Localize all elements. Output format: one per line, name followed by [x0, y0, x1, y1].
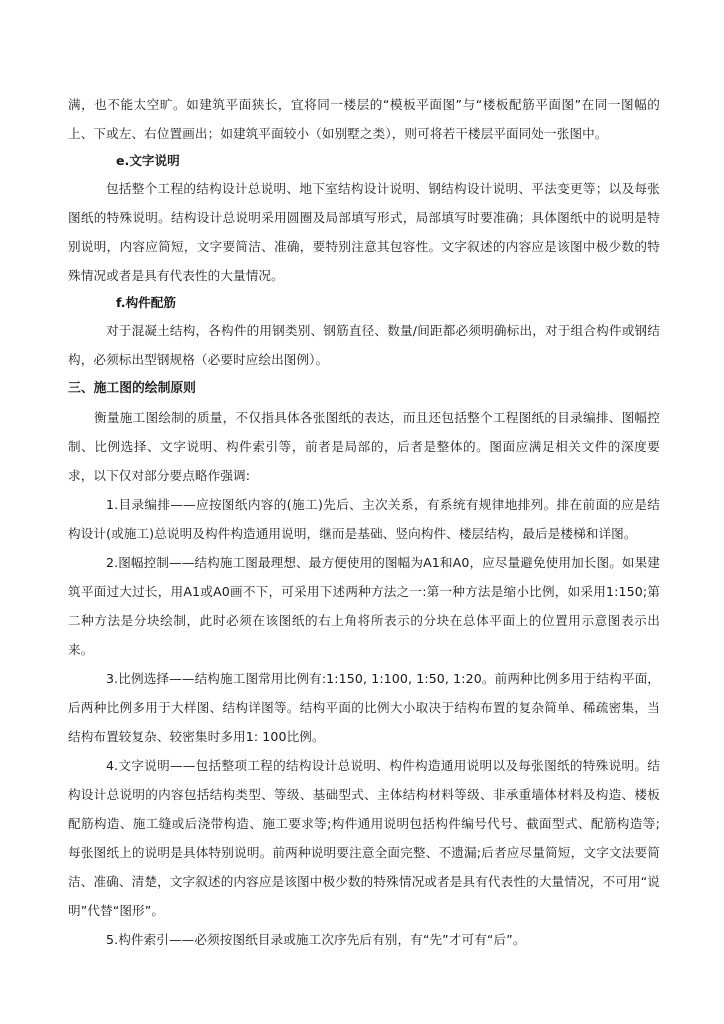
drawing-principles-paragraph: 衡量施工图绘制的质量，不仅指具体各张图纸的表达，而且还包括整个工程图纸的目录编排、图幅控制、比例选择、文字说明、构件索引等，前者是局部的，后者是整体的。图面应满足相关文件的深度要求，以下仅对部分要点略作强调:	[68, 410, 660, 483]
heading-text-description: e.文字说明	[116, 153, 180, 168]
intro-paragraph: 满，也不能太空旷。如建筑平面狭长，宜将同一楼层的“模板平面图”与“楼板配筋平面图”在同一图幅的上、下或左、右位置画出；如建筑平面较小（如别墅之类），则可将若干楼层平面同处一张图中。	[68, 97, 660, 141]
heading-member-reinforcement: f.构件配筋	[116, 295, 176, 310]
list-item-catalog: 1.目录编排——应按图纸内容的(施工)先后、主次关系，有系统有规律地排列。排在前面的应是结构设计(或施工)总说明及构件构造通用说明，继而是基础、竖向构件、楼层结构，最后是楼梯和详图。	[68, 497, 660, 541]
text-description-paragraph: 包括整个工程的结构设计总说明、地下室结构设计说明、钢结构设计说明、平法变更等；以及每张图纸的特殊说明。结构设计总说明采用圆圈及局部填写形式，局部填写时要准确；具体图纸中的说明是特别说明，内容应简短，文字要简洁、准确，要特别注意其包容性。文字叙述的内容应是该图中极少数的特殊情况或者是具有代表性的大量情况。	[68, 181, 660, 283]
list-item-sheet-size: 2.图幅控制——结构施工图最理想、最方便使用的图幅为A1和A0，应尽量避免使用加长图。如果建筑平面过大过长，用A1或A0画不下，可采用下述两种方法之一:第一种方法是缩小比例，如采用1:150;第二种方法是分块绘制，此时必须在该图纸的右上角将所表示的分块在总体平面上的位置用示意图表示出来。	[68, 555, 660, 657]
section-heading-drawing-principles: 三、施工图的绘制原则	[68, 381, 196, 396]
list-item-text-notes: 4.文字说明——包括整项工程的结构设计总说明、构件构造通用说明以及每张图纸的特殊说明。结构设计总说明的内容包括结构类型、等级、基础型式、主体结构材料等级、非承重墙体材料及构造、楼板配筋构造、施工缝或后浇带构造、施工要求等;构件通用说明包括构件编号代号、截面型式、配筋构造等;每张图纸上的说明是具体特别说明。前两种说明要注意全面完整、不遗漏;后者应尽量简短，文字文法要简洁、准确、清楚，文字叙述的内容应是该图中极少数的特殊情况或者是具有代表性的大量情况，不可用“说明”代替“图形”。	[68, 758, 660, 918]
list-item-scale: 3.比例选择——结构施工图常用比例有:1:150, 1:100, 1:50, 1:20。前两种比例多用于结构平面，后两种比例多用于大样图、结构详图等。结构平面的比例大小取决于结构布置的复杂简单、稀疏密集，当结构布置较复杂、较密集时多用1: 100比例。	[68, 671, 660, 744]
member-reinforcement-paragraph: 对于混凝土结构，各构件的用钢类别、钢筋直径、数量/间距都必须明确标出，对于组合构件或钢结构，必须标出型钢规格（必要时应绘出图例）。	[68, 323, 660, 367]
document-page	[68, 90, 660, 954]
list-item-member-index: 5.构件索引——必须按图纸目录或施工次序先后有别，有“先”才可有“后”。	[106, 932, 526, 947]
